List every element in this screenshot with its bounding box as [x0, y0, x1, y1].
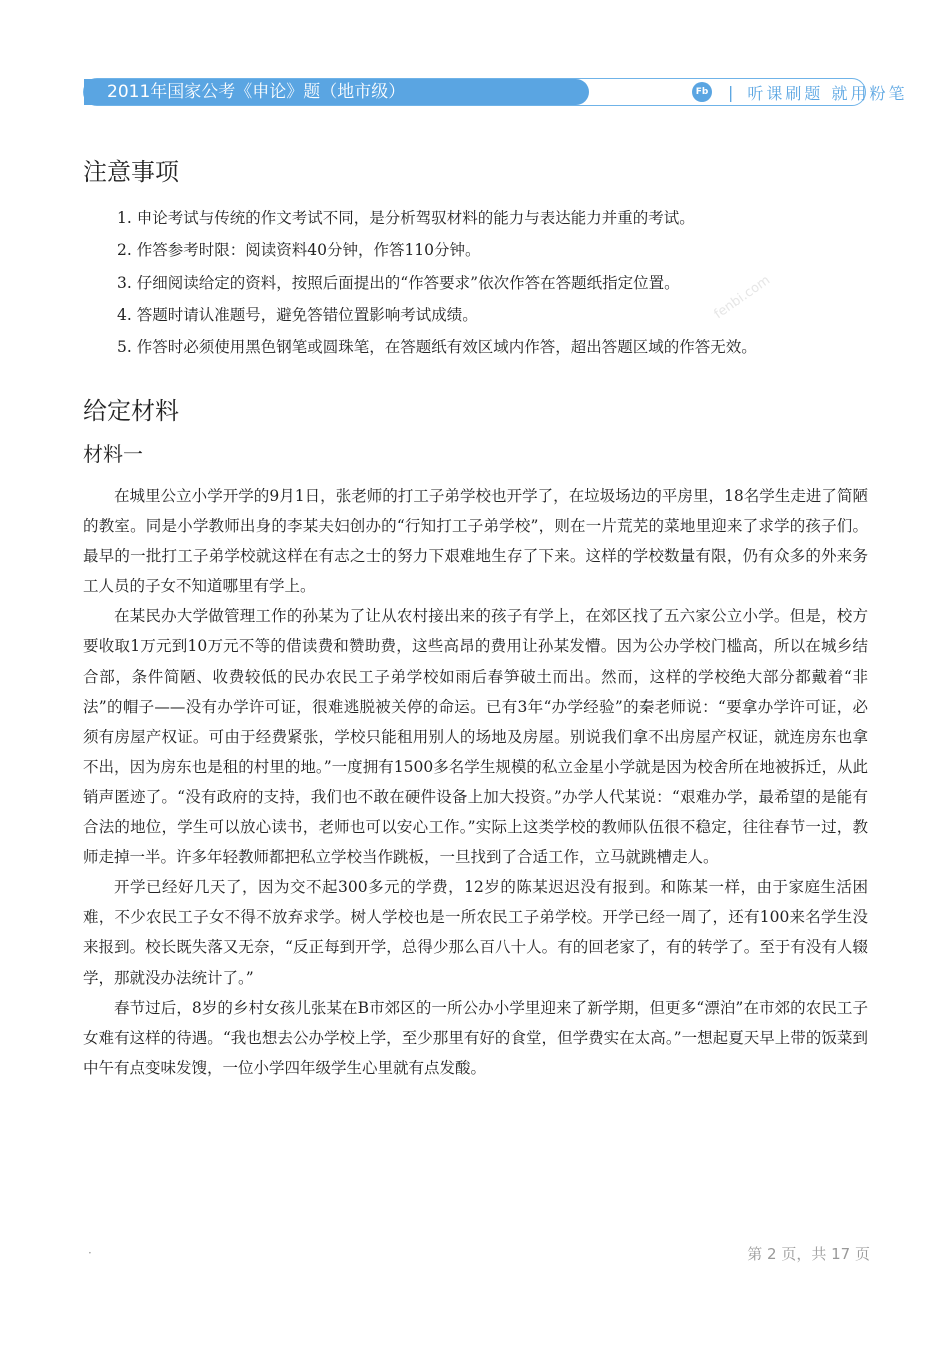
- materials-heading: 给定材料: [83, 397, 179, 425]
- footer-dot: ·: [88, 1246, 92, 1260]
- exam-title: 2011年国家公考《申论》题（地市级）: [84, 79, 589, 105]
- notice-item: 1. 申论考试与传统的作文考试不同，是分析驾驭材料的能力与表达能力并重的考试。: [117, 209, 695, 227]
- notice-item: 3. 仔细阅读给定的资料，按照后面提出的“作答要求”依次作答在答题纸指定位置。: [117, 273, 680, 292]
- notice-heading: 注意事项: [83, 158, 179, 186]
- notice-item: 2. 作答参考时限：阅读资料40分钟，作答110分钟。: [117, 241, 481, 260]
- notice-item: 5. 作答时必须使用黑色钢笔或圆珠笔，在答题纸有效区域内作答，超出答题区域的作答无效。: [117, 338, 757, 357]
- header-slogan: 听课刷题 就用粉笔: [747, 83, 908, 103]
- material-paragraph: 春节过后，8岁的乡村女孩儿张某在B市郊区的一所公办小学里迎来了新学期，但更多“漂泊”在市郊的农民工子女难有这样的待遇。“我也想去公办学校上学，至少那里有好的食堂，但学费实在太高。”一想起夏天早上带的饭菜到中午有点变味发馊，一位小学四年级学生心里就有点发酸。: [83, 998, 868, 1077]
- fenbi-logo-icon: Fb: [692, 82, 712, 102]
- header-bar: [83, 78, 908, 106]
- material-paragraph: 在某民办大学做管理工作的孙某为了让从农村接出来的孩子有学上，在郊区找了五六家公立小学。但是，校方要收取1万元到10万元不等的借读费和赞助费，这些高昂的费用让孙某发懵。因为公办学校门槛高，所以在城乡结合部，条件简陋、收费较低的民办农民工子弟学校如雨后春笋破土而出。然而，这样的学校绝大部分都戴着“非法”的帽子——没有办学许可证，很难逃脱被关停的命运。已有3年“办学经验”的秦老师说：“要拿办学许可证，必须有房屋产权证。可由于经费紧张，学校只能租用别人的场地及房屋。别说我们拿不出房屋产权证，就连房东也拿不出，因为房东也是租的村里的地。”一度拥有1500多名学生规模的私立金星小学就是因为校舍所在地被拆迁，从此销声匿迹了。“没有政府的支持，我们也不敢在硬件设备上加大投资。”办学人代某说：“艰难办学，最希望的是能有合法的地位，学生可以放心读书，老师也可以安心工作。”实际上这类学校的教师队伍很不稳定，往往春节一过，教师走掉一半。许多年轻教师都把私立学校当作跳板，一旦找到了合适工作，立马就跳槽走人。: [83, 607, 868, 867]
- material-subheading: 材料一: [83, 442, 143, 466]
- watermark: fenbi.com: [711, 272, 774, 323]
- notice-item: 4. 答题时请认准题号，避免答错位置影响考试成绩。: [117, 305, 478, 324]
- material-paragraph: 开学已经好几天了，因为交不起300多元的学费，12岁的陈某迟迟没有报到。和陈某一样，由于家庭生活困难，不少农民工子女不得不放弃求学。树人学校也是一所农民工子弟学校。开学已经一周了，还有100来名学生没来报到。校长既失落又无奈，“反正每到开学，总得少那么百八十人。有的回老家了，有的转学了。至于有没有人辍学，那就没办法统计了。”: [83, 878, 868, 987]
- header-separator: |: [728, 82, 734, 102]
- material-paragraph: 在城里公立小学开学的9月1日，张老师的打工子弟学校也开学了，在垃圾场边的平房里，18名学生走进了简陋的教室。同是小学教师出身的李某夫妇创办的“行知打工子弟学校”，则在一片荒芜的菜地里迎来了求学的孩子们。最早的一批打工子弟学校就这样在有志之士的努力下艰难地生存了下来。这样的学校数量有限，仍有众多的外来务工人员的子女不知道哪里有学上。: [83, 487, 868, 596]
- page-number: 第 2 页，共 17 页: [747, 1245, 870, 1263]
- header-branding: [692, 79, 907, 105]
- material-body: [83, 481, 868, 1083]
